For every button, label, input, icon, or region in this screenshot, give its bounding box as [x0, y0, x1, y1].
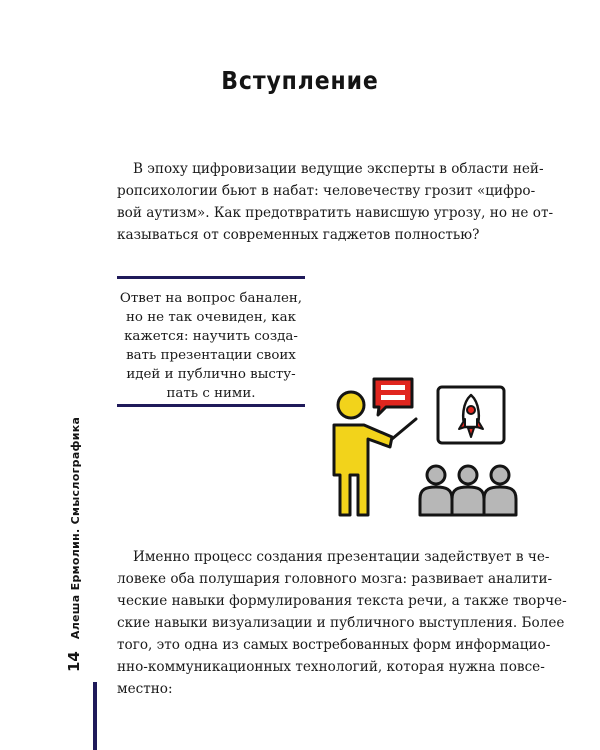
body-line: того, это одна из самых востребованных форм информацио-: [117, 637, 551, 653]
speech-bubble-icon: [374, 379, 412, 415]
intro-line: ропсихологии бьют в набат: человечеству грозит «цифро-: [117, 183, 536, 199]
page-title: Вступление: [221, 66, 379, 95]
body-line: местно:: [117, 681, 173, 697]
running-header: [65, 417, 83, 672]
quote-rule-bottom: [117, 404, 305, 407]
page-number: 14: [65, 651, 83, 672]
intro-line: казываться от современных гаджетов полностью?: [117, 227, 480, 243]
spine-rule: [93, 682, 97, 750]
quote-line: пать с ними.: [166, 386, 256, 401]
body-line: нно-коммуникационных технологий, которая нужна повсе-: [117, 659, 545, 675]
body-line: ловеке оба полушария головного мозга: развивает аналити-: [117, 571, 553, 587]
presenter-illustration: [312, 375, 522, 525]
quote-line: вать презентации своих: [126, 348, 296, 363]
body-line: ские навыки визуализации и публичного выступления. Более: [117, 615, 565, 631]
intro-line: В эпоху цифровизации ведущие эксперты в области ней-: [133, 161, 544, 177]
quote-line: но не так очевиден, как: [126, 310, 296, 325]
quote-rule-top: [117, 276, 305, 279]
running-title: Алеша Ермолин. Смыслографика: [69, 416, 82, 640]
intro-line: вой аутизм». Как предотвратить нависшую угрозу, но не от-: [117, 205, 554, 221]
intro-paragraph: [117, 158, 554, 246]
presenter-figure-icon: [334, 392, 416, 515]
quote-line: кажется: научить созда-: [124, 329, 298, 344]
body-paragraph: [117, 546, 567, 700]
body-line: Именно процесс создания презентации задействует в че-: [133, 549, 550, 565]
audience-icon: [420, 466, 516, 515]
quote-line: Ответ на вопрос банален,: [119, 291, 303, 306]
quote-line: идей и публично высту-: [126, 367, 296, 382]
body-line: ческие навыки формулирования текста речи, а также творче-: [117, 593, 567, 609]
pull-quote: [117, 289, 305, 403]
rocket-screen-icon: [438, 387, 504, 443]
